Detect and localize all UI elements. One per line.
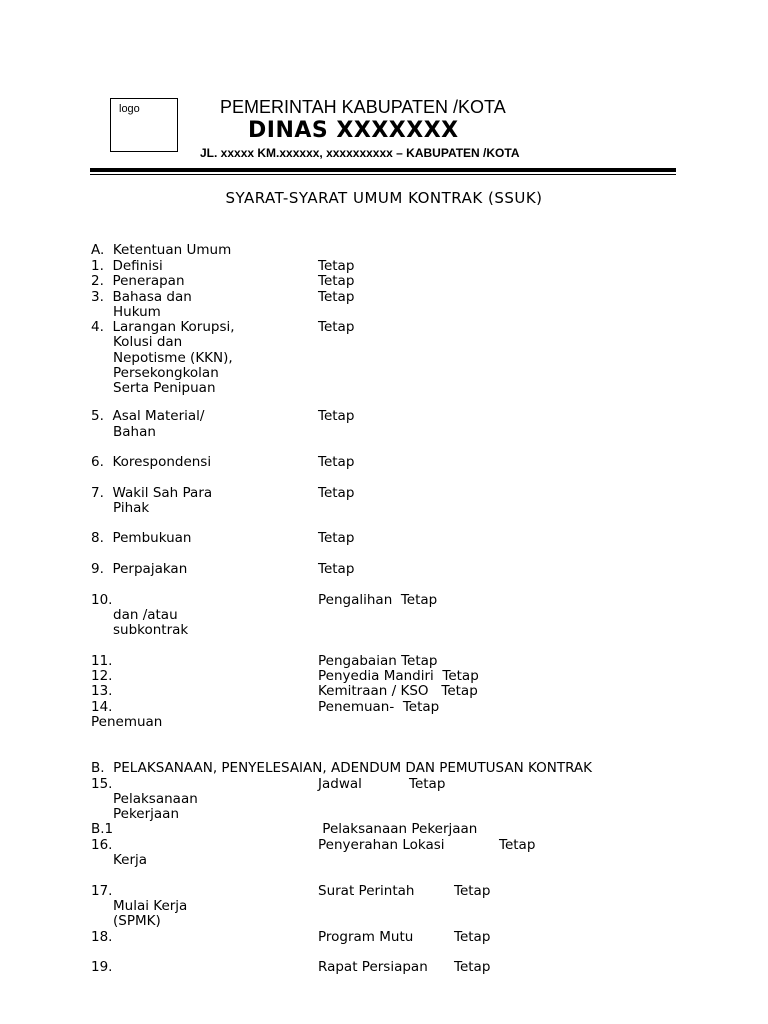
clause-status: Tetap xyxy=(318,485,355,501)
clause-label: Jadwal xyxy=(318,776,362,792)
clause-label-status: Pengabaian Tetap xyxy=(318,653,438,669)
clause-number: 12. xyxy=(91,668,113,684)
clause-number: 13. xyxy=(91,683,113,699)
document-title: SYARAT-SYARAT UMUM KONTRAK (SSUK) xyxy=(225,189,543,207)
clause-label: Program Mutu xyxy=(318,929,414,945)
clause-status: Tetap xyxy=(499,837,536,853)
clause-status: Tetap xyxy=(318,319,355,335)
logo-label: logo xyxy=(119,103,140,115)
subsection-title: Pelaksanaan Pekerjaan xyxy=(318,821,478,837)
clause-label-status: Penyedia Mandiri Tetap xyxy=(318,668,479,684)
clause-label: 7. Wakil Sah Para xyxy=(91,485,213,501)
clause-label-continuation: Mulai Kerja xyxy=(113,898,188,914)
header-divider-thick xyxy=(90,168,676,172)
clause-status: Tetap xyxy=(454,929,491,945)
clause-number: 19. xyxy=(91,959,113,975)
clause-label-continuation: Nepotisme (KKN), xyxy=(113,350,233,366)
clause-number: 11. xyxy=(91,653,113,669)
clause-status: Tetap xyxy=(318,408,355,424)
clause-label: Penyerahan Lokasi xyxy=(318,837,445,853)
clause-label-continuation: (SPMK) xyxy=(113,913,161,929)
clause-label-continuation: Pekerjaan xyxy=(113,806,180,822)
clause-label-continuation: Persekongkolan xyxy=(113,365,219,381)
clause-label-continuation: Bahan xyxy=(113,424,156,440)
clause-status: Tetap xyxy=(318,273,355,289)
clause-label-continuation: Kolusi dan xyxy=(113,334,183,350)
clause-label: 1. Definisi xyxy=(91,258,163,274)
clause-status: Tetap xyxy=(454,883,491,899)
agency-name: DINAS XXXXXXX xyxy=(248,118,459,143)
agency-address: JL. xxxxx KM.xxxxxx, xxxxxxxxxx – KABUPATEN /KOTA xyxy=(200,146,520,160)
clause-label-continuation: Serta Penipuan xyxy=(113,380,216,396)
clause-label: 9. Perpajakan xyxy=(91,561,188,577)
section-a-heading: A. Ketentuan Umum xyxy=(91,242,232,258)
clause-label: 4. Larangan Korupsi, xyxy=(91,319,235,335)
clause-label: 6. Korespondensi xyxy=(91,454,212,470)
clause-status: Tetap xyxy=(454,959,491,975)
government-name: PEMERINTAH KABUPATEN /KOTA xyxy=(220,97,506,117)
clause-label-continuation: Kerja xyxy=(113,852,148,868)
clause-label: 3. Bahasa dan xyxy=(91,289,192,305)
section-b-heading: B. PELAKSANAAN, PENYELESAIAN, ADENDUM DAN PEMUTUSAN KONTRAK xyxy=(91,760,592,776)
clause-status: Tetap xyxy=(318,258,355,274)
logo-placeholder xyxy=(110,98,178,152)
clause-number: 18. xyxy=(91,929,113,945)
subsection-number: B.1 xyxy=(91,821,114,837)
header-divider-thin xyxy=(90,174,676,175)
clause-label-continuation: Penemuan xyxy=(91,714,163,730)
clause-label-continuation: dan /atau xyxy=(113,607,178,623)
clause-label: Rapat Persiapan xyxy=(318,959,428,975)
clause-status: Tetap xyxy=(318,454,355,470)
clause-number: 15. xyxy=(91,776,113,792)
clause-label-continuation: Pihak xyxy=(113,500,150,516)
clause-number: 17. xyxy=(91,883,113,899)
clause-label-status: Kemitraan / KSO Tetap xyxy=(318,683,478,699)
clause-number: 14. xyxy=(91,699,113,715)
clause-label: Surat Perintah xyxy=(318,883,415,899)
clause-status: Tetap xyxy=(318,561,355,577)
clause-label-continuation: subkontrak xyxy=(113,622,189,638)
clause-number: 16. xyxy=(91,837,113,853)
clause-status: Tetap xyxy=(318,289,355,305)
clause-label: 5. Asal Material/ xyxy=(91,408,205,424)
clause-label-continuation: Pelaksanaan xyxy=(113,791,198,807)
clause-status: Tetap xyxy=(409,776,446,792)
clause-label-status: Pengalihan Tetap xyxy=(318,592,438,608)
clause-label-continuation: Hukum xyxy=(113,304,161,320)
clause-label: 8. Pembukuan xyxy=(91,530,192,546)
clause-label: 2. Penerapan xyxy=(91,273,185,289)
clause-status: Tetap xyxy=(318,530,355,546)
clause-number: 10. xyxy=(91,592,113,608)
clause-label-status: Penemuan- Tetap xyxy=(318,699,440,715)
